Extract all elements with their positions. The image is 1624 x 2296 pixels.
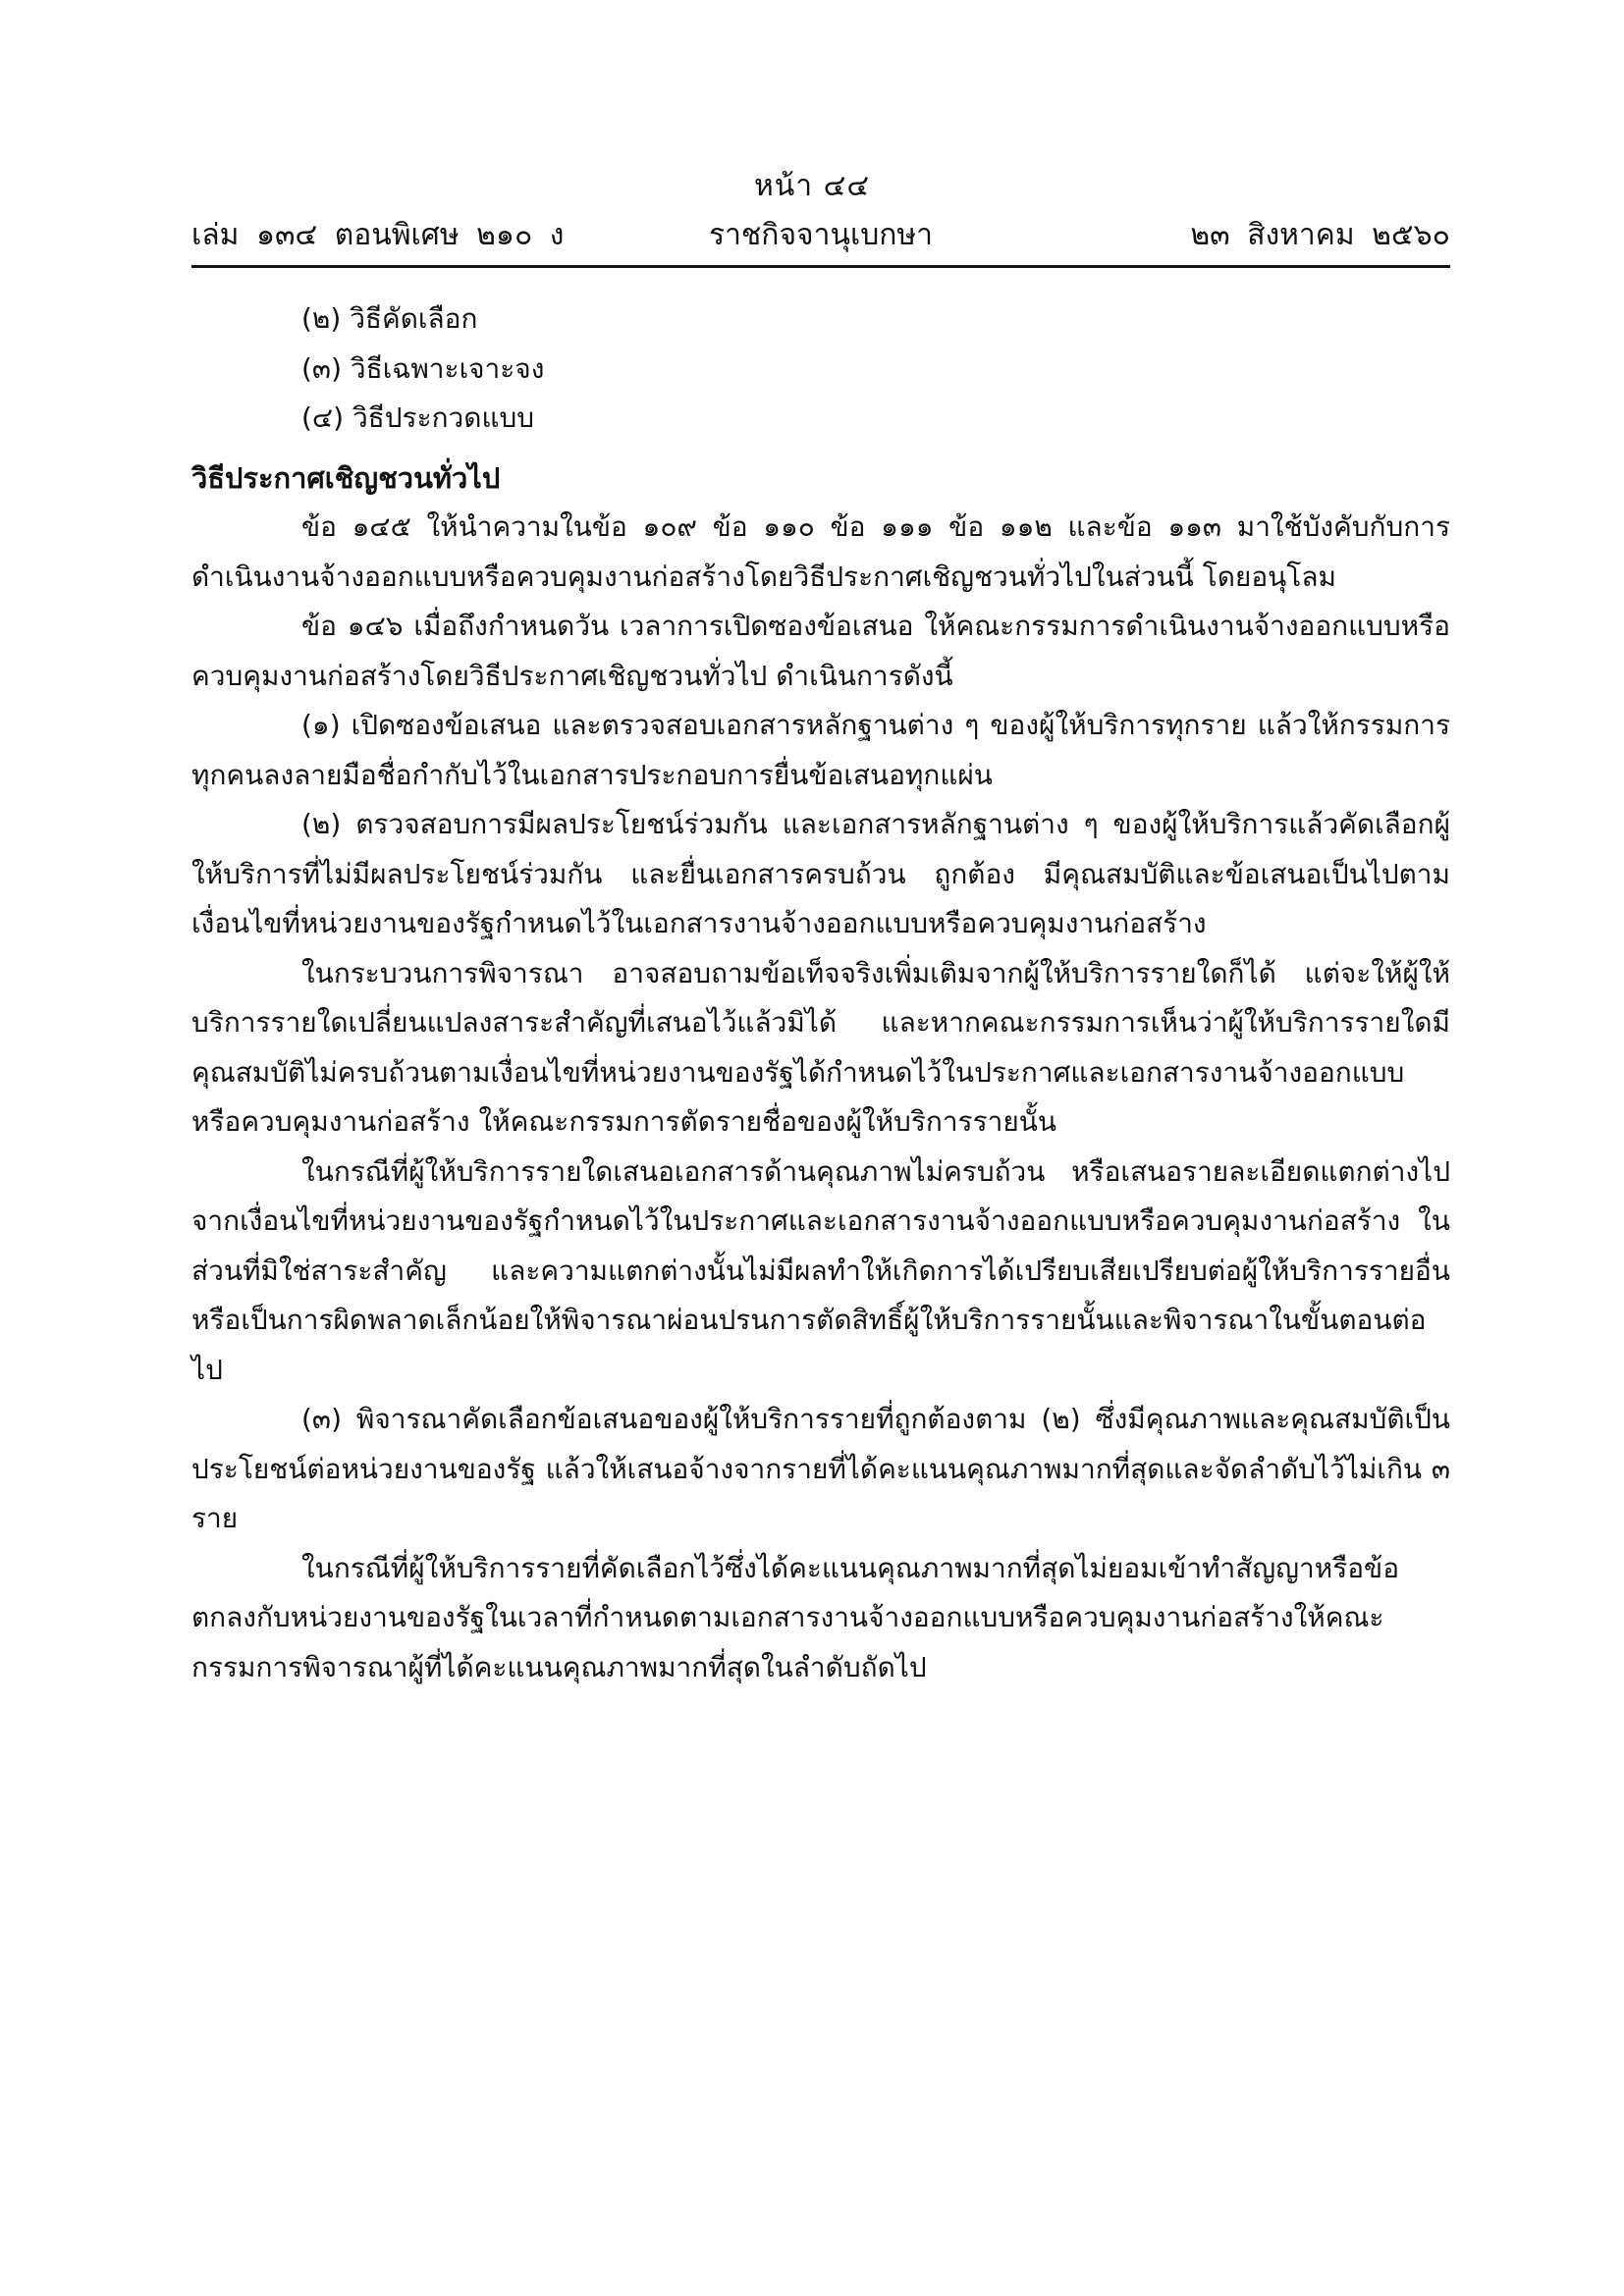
paragraph-step-3: (๓) พิจารณาคัดเลือกข้อเสนอของผู้ให้บริการรายที่ถูกต้องตาม (๒) ซึ่งมีคุณภาพและคุณสมบัติเป็นประโยชน์ต่อหน่วยงานของรัฐ แล้วให้เสนอจ้างจากรายที่ได้คะแนนคุณภาพมากที่สุดและจัดลำดับไว้ไม่เกิน ๓ ราย — [191, 1403, 1450, 1534]
paragraph-step-1: (๑) เปิดซองข้อเสนอ และตรวจสอบเอกสารหลักฐานต่าง ๆ ของผู้ให้บริการทุกราย แล้วให้กรรมการทุกคนลงลายมือชื่อกำกับไว้ในเอกสารประกอบการยื่นข้อเสนอทุกแผ่น — [191, 709, 1450, 791]
paragraph-step-2: (๒) ตรวจสอบการมีผลประโยชน์ร่วมกัน และเอกสารหลักฐานต่าง ๆ ของผู้ให้บริการแล้วคัดเลือกผู้ให้บริการที่ไม่มีผลประโยชน์ร่วมกัน และยื่นเอกสารครบถ้วน ถูกต้อง มีคุณสมบัติและข้อเสนอเป็นไปตามเงื่อนไขที่หน่วยงานของรัฐกำหนดไว้ในเอกสารงานจ้างออกแบบหรือควบคุมงานก่อสร้าง — [191, 808, 1450, 939]
publication-date: ๒๓ สิงหาคม ๒๕๖๐ — [1190, 218, 1450, 252]
section-heading: วิธีประกาศเชิญชวนทั่วไป — [191, 460, 501, 495]
paragraph-clause-146: ข้อ ๑๔๖ เมื่อถึงกำหนดวัน เวลาการเปิดซองข้อเสนอ ให้คณะกรรมการดำเนินงานจ้างออกแบบหรือควบคุมงานก่อสร้างโดยวิธีประกาศเชิญชวนทั่วไป ดำเนินการดังนี้ — [191, 610, 1450, 692]
header-divider — [191, 265, 1450, 268]
list-item-design-contest: (๔) วิธีประกวดแบบ — [301, 401, 535, 434]
paragraph-clause-145: ข้อ ๑๔๕ ให้นำความในข้อ ๑๐๙ ข้อ ๑๑๐ ข้อ ๑๑๑ ข้อ ๑๑๒ และข้อ ๑๑๓ มาใช้บังคับกับการดำเนินงานจ้างออกแบบหรือควบคุมงานก่อสร้างโดยวิธีประกาศเชิญชวนทั่วไปในส่วนนี้ โดยอนุโลม — [191, 510, 1450, 593]
paragraph-incomplete-documents: ในกรณีที่ผู้ให้บริการรายใดเสนอเอกสารด้านคุณภาพไม่ครบถ้วน หรือเสนอรายละเอียดแตกต่างไปจากเงื่อนไขที่หน่วยงานของรัฐกำหนดไว้ในประกาศและเอกสารงานจ้างออกแบบหรือควบคุมงานก่อสร้าง ในส่วนที่มิใช่สาระสำคัญ และความแตกต่างนั้นไม่มีผลทำให้เกิดการได้เปรียบเสียเปรียบต่อผู้ให้บริการรายอื่นหรือเป็นการผิดพลาดเล็กน้อยให้พิจารณาผ่อนปรนการตัดสิทธิ์ผู้ให้บริการรายนั้นและพิจารณาในขั้นตอนต่อไป — [191, 1154, 1450, 1386]
paragraph-refusal-case: ในกรณีที่ผู้ให้บริการรายที่คัดเลือกไว้ซึ่งได้คะแนนคุณภาพมากที่สุดไม่ยอมเข้าทำสัญญาหรือข้อตกลงกับหน่วยงานของรัฐในเวลาที่กำหนดตามเอกสารงานจ้างออกแบบหรือควบคุมงานก่อสร้างให้คณะกรรมการพิจารณาผู้ที่ได้คะแนนคุณภาพมากที่สุดในลำดับถัดไป — [191, 1551, 1400, 1683]
volume-issue: เล่ม ๑๓๔ ตอนพิเศษ ๒๑๐ ง — [191, 218, 565, 252]
list-item-specific-method: (๓) วิธีเฉพาะเจาะจง — [301, 351, 545, 385]
paragraph-consideration-process: ในกระบวนการพิจารณา อาจสอบถามข้อเท็จจริงเพิ่มเติมจากผู้ให้บริการรายใดก็ได้ แต่จะให้ผู้ให้บริการรายใดเปลี่ยนแปลงสาระสำคัญที่เสนอไว้แล้วมิได้ และหากคณะกรรมการเห็นว่าผู้ให้บริการรายใดมีคุณสมบัติไม่ครบถ้วนตามเงื่อนไขที่หน่วยงานของรัฐได้กำหนดไว้ในประกาศและเอกสารงานจ้างออกแบบหรือควบคุมงานก่อสร้าง ให้คณะกรรมการตัดรายชื่อของผู้ให้บริการรายนั้น — [191, 956, 1450, 1138]
document-body — [191, 294, 1450, 1692]
list-item-selection-method: (๒) วิธีคัดเลือก — [301, 302, 478, 335]
page-number: หน้า ๔๔ — [753, 169, 871, 203]
gazette-name: ราชกิจจานุเบกษา — [708, 218, 934, 252]
gazette-header — [191, 216, 1450, 255]
